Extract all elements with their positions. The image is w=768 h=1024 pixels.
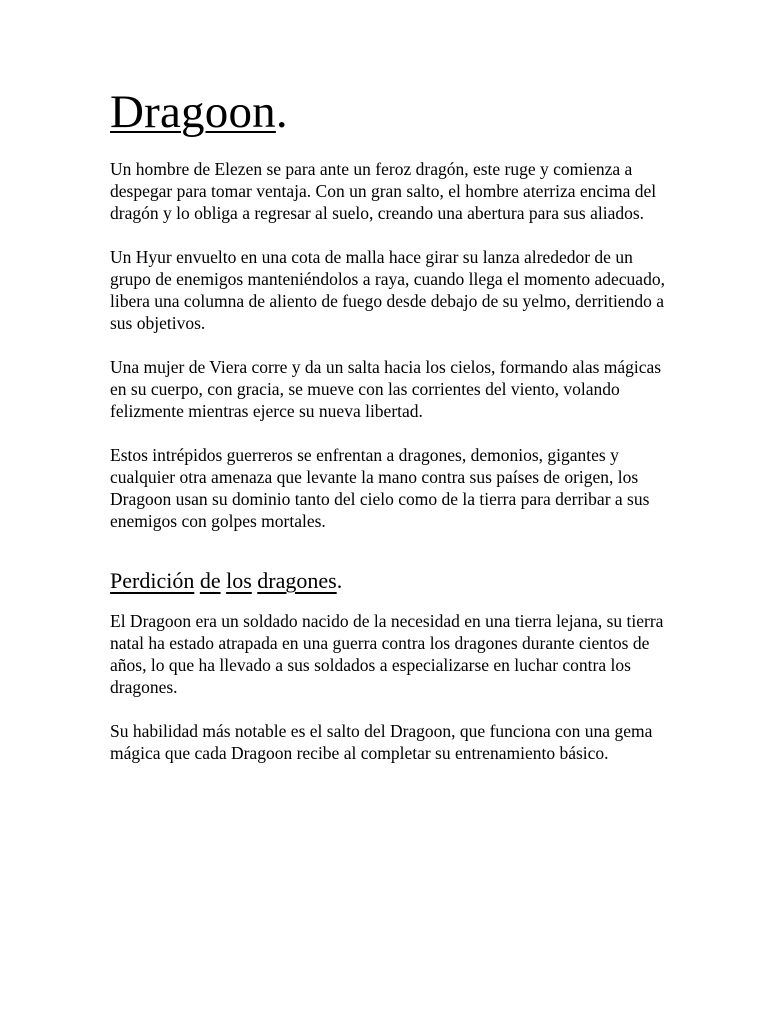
section-paragraph-1: El Dragoon era un soldado nacido de la necesidad en una tierra lejana, su tierra natal ha estado atrapada en una guerra contra los dragones durante cientos de años, lo que ha llevado a sus soldados a especializarse en luchar contra los dragones. bbox=[110, 611, 664, 697]
document-page bbox=[110, 82, 670, 764]
document-title bbox=[110, 82, 670, 142]
section-heading bbox=[110, 566, 670, 596]
intro-paragraph-2: Un Hyur envuelto en una cota de malla hace girar su lanza alrededor de un grupo de enemigos manteniéndolos a raya, cuando llega el momento adecuado, libera una columna de aliento de fuego desde debajo de su yelmo, derritiendo a sus objetivos. bbox=[110, 247, 665, 333]
section-heading-period: . bbox=[336, 568, 343, 593]
title-period: . bbox=[275, 86, 288, 138]
section-paragraph-2: Su habilidad más notable es el salto del Dragoon, que funciona con una gema mágica que cada Dragoon recibe al completar su entrenamiento básico. bbox=[110, 721, 653, 763]
title-text: Dragoon bbox=[110, 86, 276, 138]
section-heading-word: los bbox=[226, 568, 252, 593]
intro-paragraph-4: Estos intrépidos guerreros se enfrentan a dragones, demonios, gigantes y cualquier otra amenaza que levante la mano contra sus países de origen, los Dragoon usan su dominio tanto del cielo como de la tierra para derribar a sus enemigos con golpes mortales. bbox=[110, 445, 650, 531]
section-heading-word: de bbox=[199, 568, 221, 593]
section-heading-word: dragones bbox=[257, 568, 337, 593]
intro-paragraph-3: Una mujer de Viera corre y da un salta hacia los cielos, formando alas mágicas en su cuerpo, con gracia, se mueve con las corrientes del viento, volando felizmente mientras ejerce su nueva libertad. bbox=[110, 357, 662, 421]
section-heading-word: Perdición bbox=[110, 568, 195, 593]
intro-paragraph-1: Un hombre de Elezen se para ante un feroz dragón, este ruge y comienza a despegar para tomar ventaja. Con un gran salto, el hombre aterriza encima del dragón y lo obliga a regresar al suelo, creando una abertura para sus aliados. bbox=[110, 159, 657, 223]
